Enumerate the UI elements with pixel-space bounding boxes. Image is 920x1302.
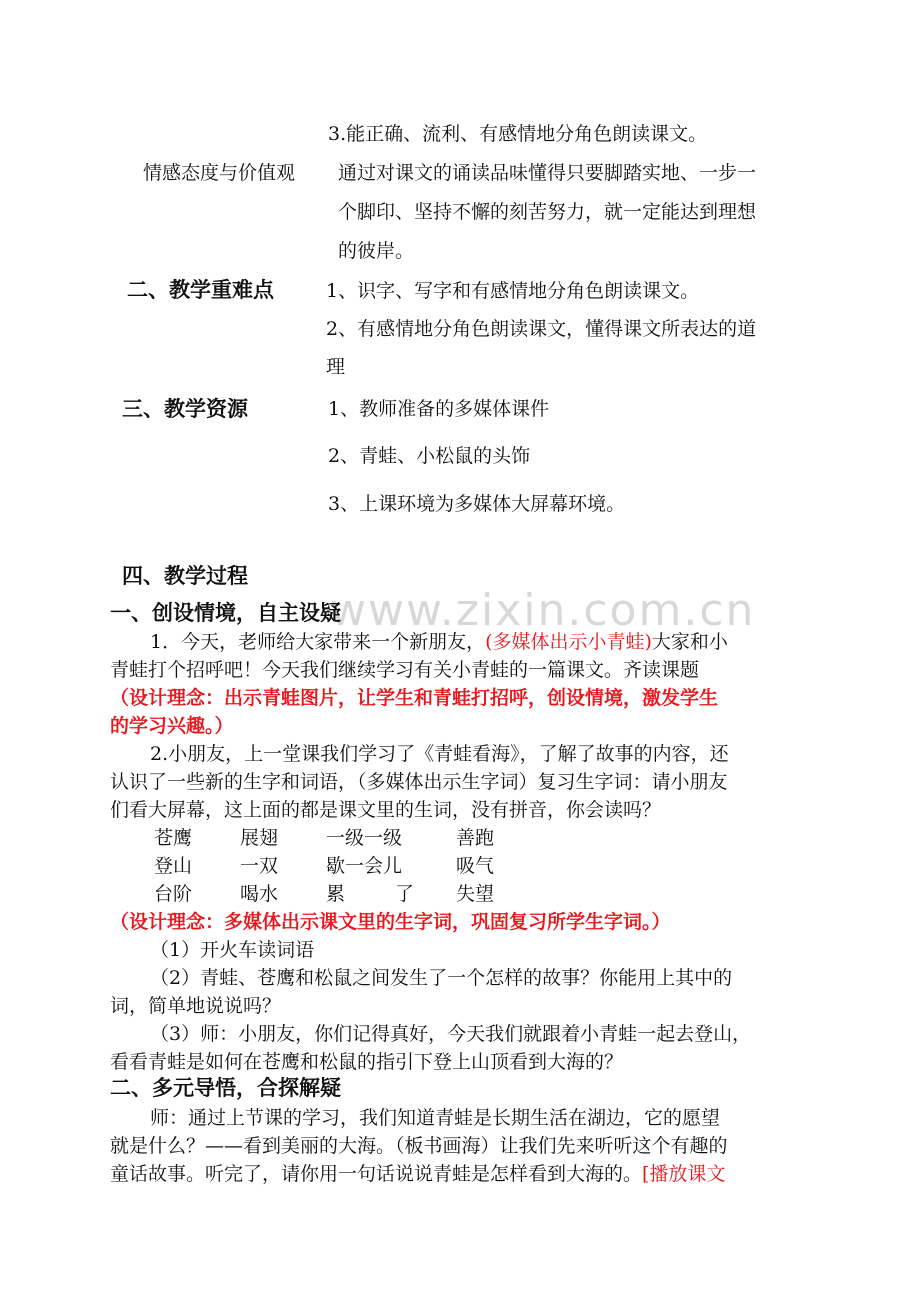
teacher-line1: 师：通过上节课的学习，我们知道青蛙是长期生活在湖边，它的愿望 <box>150 1107 721 1129</box>
section-1-title: 一、创设情境，自主设疑 <box>110 601 341 625</box>
design-note-2: （设计理念：多媒体出示课文里的生字词，巩固复习所学生字词。） <box>110 911 671 933</box>
question-3-line2: 看看青蛙是如何在苍鹰和松鼠的指引下登上山顶看到大海的？ <box>110 1051 624 1073</box>
emotion-text-line2: 个脚印、坚持不懈的刻苦努力，就一定能达到理想 <box>338 201 757 223</box>
word: 展翅 <box>240 827 279 849</box>
paragraph-2-line3: 们看大屏幕，这上面的都是课文里的生词，没有拼音，你会读吗？ <box>110 799 662 821</box>
teacher-line2: 就是什么？——看到美丽的大海。（板书画海）让我们先来听听这个有趣的 <box>110 1135 728 1157</box>
word: 失望 <box>456 883 495 905</box>
key-point-2-line2: 理 <box>326 356 346 378</box>
multimedia-note: (多媒体出示小青蛙) <box>485 631 652 653</box>
resource-1: 1、教师准备的多媒体课件 <box>328 398 550 420</box>
word: 登山 <box>154 855 193 877</box>
word: 喝水 <box>240 883 279 905</box>
objective-item-3: 3.能正确、流利、有感情地分角色朗读课文。 <box>328 123 708 145</box>
question-1: （1）开火车读词语 <box>150 939 315 961</box>
process-heading: 四、教学过程 <box>122 564 248 588</box>
teacher-line3-text: 童话故事。听完了，请你用一句话说说青蛙是怎样看到大海的。 <box>110 1163 643 1185</box>
word: 歇一会儿 <box>326 855 403 877</box>
key-points-heading: 二、教学重难点 <box>127 278 274 302</box>
paragraph-1-line2: 青蛙打个招呼吧！今天我们继续学习有关小青蛙的一篇课文。齐读课题 <box>110 659 700 681</box>
design-note-1-line2: 的学习兴趣。） <box>110 715 234 737</box>
question-2-line2: 词，简单地说说吗？ <box>110 995 282 1017</box>
paragraph-2-line2: 认识了一些新的生字和词语，（多媒体出示生字词）复习生字词：请小朋友 <box>110 771 728 793</box>
paragraph-1-line1 <box>150 628 728 656</box>
key-point-2-line1: 2、有感情地分角色朗读课文，懂得课文所表达的道 <box>326 318 757 340</box>
play-text-note: [播放课文 <box>642 1163 726 1185</box>
design-note-1-line1: （设计理念：出示青蛙图片，让学生和青蛙打招呼，创设情境，激发学生 <box>110 687 719 709</box>
section-2-title: 二、多元导悟，合探解疑 <box>110 1076 341 1100</box>
word: 一双 <box>240 855 279 877</box>
word: 了 <box>395 883 415 905</box>
paragraph-1-text-b: 大家和小 <box>651 631 728 653</box>
emotion-text-line3: 的彼岸。 <box>338 240 415 262</box>
resources-heading: 三、教学资源 <box>122 397 248 421</box>
teacher-line3 <box>110 1160 725 1188</box>
key-point-1: 1、识字、写字和有感情地分角色朗读课文。 <box>326 280 700 302</box>
word: 累 <box>326 883 346 905</box>
resource-3: 3、上课环境为多媒体大屏幕环境。 <box>328 493 626 515</box>
question-2-line1: （2）青蛙、苍鹰和松鼠之间发生了一个怎样的故事？你能用上其中的 <box>150 967 733 989</box>
word: 台阶 <box>154 883 193 905</box>
emotion-text-line1: 通过对课文的诵读品味懂得只要脚踏实地、一步一 <box>338 162 757 184</box>
word: 一级一级 <box>326 827 403 849</box>
word: 吸气 <box>456 855 495 877</box>
paragraph-1-text-a: 1．今天，老师给大家带来一个新朋友， <box>150 631 486 653</box>
resource-2: 2、青蛙、小松鼠的头饰 <box>328 445 531 467</box>
word: 苍鹰 <box>154 827 193 849</box>
watermark: www.zixin.com.cn <box>330 585 756 636</box>
paragraph-2-line1: 2.小朋友，上一堂课我们学习了《青蛙看海》，了解了故事的内容，还 <box>150 743 729 765</box>
emotion-label: 情感态度与价值观 <box>143 162 296 184</box>
word: 善跑 <box>456 827 495 849</box>
question-3-line1: （3）师：小朋友，你们记得真好，今天我们就跟着小青蛙一起去登山， <box>150 1023 752 1045</box>
